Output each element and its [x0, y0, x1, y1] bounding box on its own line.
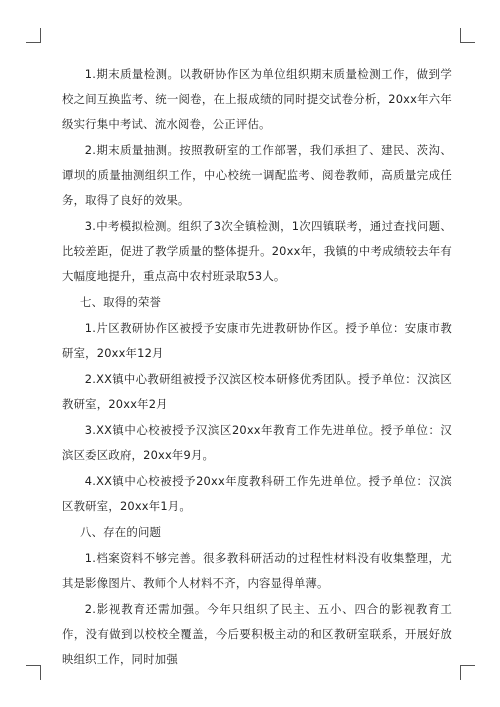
crop-mark-top-left [26, 28, 41, 43]
paragraph-problem-archives: 1.档案资料不够完善。很多教科研活动的过程性材料没有收集整理，尤其是影像图片、教师个人材料不齐，内容显得单薄。 [62, 551, 452, 590]
paragraph-honor-2: 2.XX镇中心教研组被授予汉滨区校本研修优秀团队。授予单位：汉滨区教研室，20xx年2月 [62, 372, 452, 411]
section-heading-problems: 八、存在的问题 [80, 525, 162, 539]
section-heading-honors: 七、取得的荣誉 [80, 295, 162, 309]
paragraph-mock-exam: 3.中考模拟检测。组织了3次全镇检测，1次四镇联考，通过查找问题、比较差距，促进了教学质量的整体提升。20xx年，我镇的中考成绩较去年有大幅度地提升，重点高中农村班录取53人。 [62, 219, 452, 283]
crop-mark-top-right [460, 28, 475, 43]
crop-mark-bottom-left [26, 665, 41, 680]
paragraph-honor-3: 3.XX镇中心校被授予汉滨区20xx年教育工作先进单位。授予单位：汉滨区委区政府，20xx年9月。 [62, 423, 452, 462]
paragraph-period-end-sampling: 2.期末质量抽测。按照教研室的工作部署，我们承担了、建民、茨沟、谭坝的质量抽测组织工作，中心校统一调配监考、阅卷教师，高质量完成任务，取得了良好的效果。 [62, 143, 452, 207]
paragraph-period-end-test: 1.期末质量检测。以教研协作区为单位组织期末质量检测工作，做到学校之间互换监考、统一阅卷，在上报成绩的同时提交试卷分析，20xx年六年级实行集中考试、流水阅卷，公正评估。 [62, 67, 452, 131]
paragraph-honor-1: 1.片区教研协作区被授予安康市先进教研协作区。授予单位：安康市教研室，20xx年12月 [62, 321, 452, 360]
paragraph-honor-4: 4.XX镇中心校被授予20xx年度教科研工作先进单位。授予单位：汉滨区教研室，20xx年1月。 [62, 474, 452, 513]
crop-mark-bottom-right [460, 665, 475, 680]
document-page [62, 62, 452, 673]
paragraph-problem-film-education: 2.影视教育还需加强。今年只组织了民主、五小、四合的影视教育工作，没有做到以校校全覆盖，今后要积极主动的和区教研室联系，开展好放映组织工作，同时加强 [62, 602, 452, 666]
